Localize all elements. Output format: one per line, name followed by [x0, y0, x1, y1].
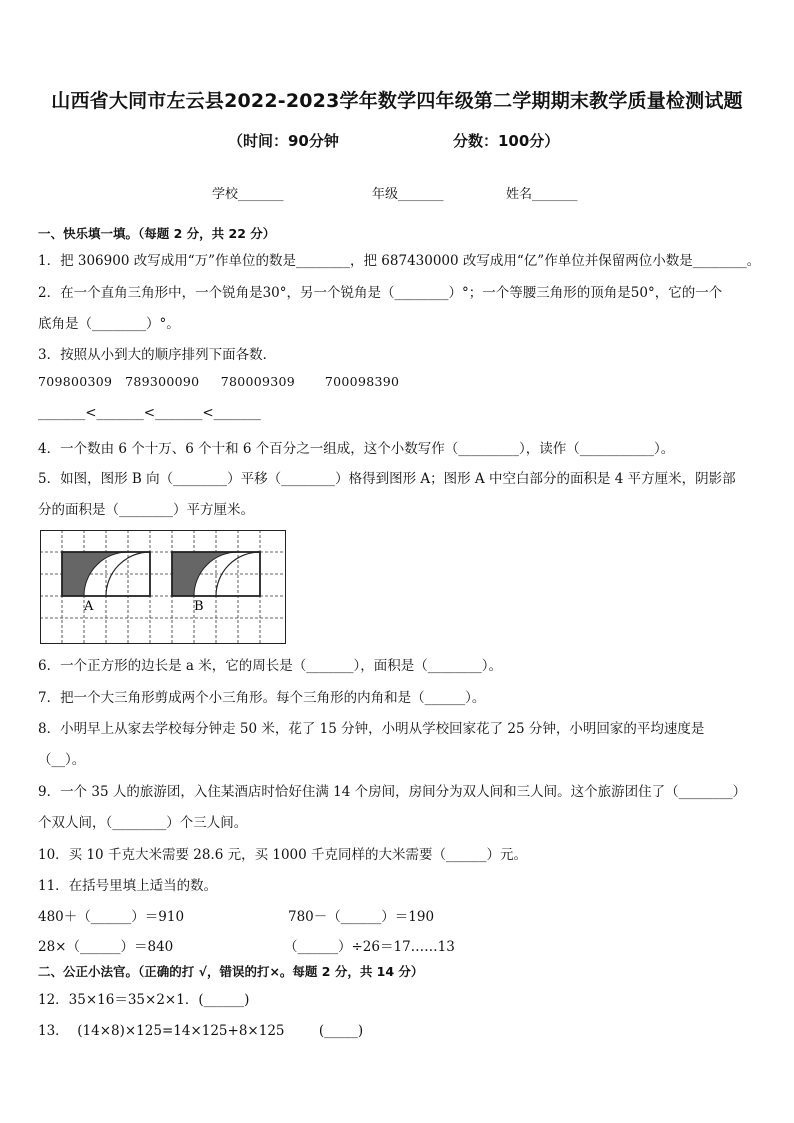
- question-9-line-2: 个双人间，（________）个三人间。: [38, 815, 248, 831]
- translation-grid-figure: [40, 530, 286, 644]
- question-1: 1．把 306900 改写成用“万”作单位的数是________，把 687430000 改写成用“亿”作单位并保留两位小数是________。: [38, 253, 761, 269]
- grade-field[interactable]: 年级_______: [372, 187, 444, 202]
- figure-a-label: A: [84, 599, 94, 614]
- question-8-line-2: （__）。: [38, 752, 86, 768]
- question-11-d: （______）÷26＝17……13: [284, 939, 455, 955]
- figure-b-label: B: [194, 599, 204, 614]
- question-3: 3．按照从小到大的顺序排列下面各数．: [38, 347, 277, 363]
- question-11-b: 780－（______）＝190: [288, 909, 435, 925]
- question-11: 11．在括号里填上适当的数。: [38, 878, 218, 894]
- exam-score: 分数：100分）: [453, 132, 560, 150]
- question-11-c: 28×（______）＝840: [38, 939, 174, 955]
- question-5-line-1: 5．如图，图形 B 向（________）平移（________）格得到图形 A；图形 A 中空白部分的面积是 4 平方厘米，阴影部: [38, 471, 736, 487]
- question-3-blanks: _______<_______<_______<_______: [38, 405, 261, 421]
- question-6: 6．一个正方形的边长是 a 米，它的周长是（_______），面积是（________）。: [38, 658, 502, 674]
- exam-time: （时间：90分钟: [228, 132, 339, 150]
- question-11-a: 480＋（______）＝910: [38, 909, 185, 925]
- question-7: 7．把一个大三角形剪成两个小三角形。每个三角形的内角和是（______）。: [38, 690, 486, 706]
- section-2-heading: 二、公正小法官。（正确的打 √，错误的打×。每题 2 分，共 14 分）: [38, 964, 424, 979]
- question-10: 10．买 10 千克大米需要 28.6 元，买 1000 千克同样的大米需要（______）元。: [38, 847, 528, 863]
- question-3-numbers: 709800309 789300090 780009309 700098390: [38, 374, 400, 389]
- question-13: 13． (14×8)×125=14×125+8×125 (_____): [38, 1023, 364, 1039]
- question-5-line-2: 分的面积是（________）平方厘米。: [38, 502, 254, 518]
- question-8-line-1: 8．小明早上从家去学校每分钟走 50 米，花了 15 分钟，小明从学校回家花了 25 分钟，小明回家的平均速度是: [38, 721, 705, 737]
- question-12: 12．35×16＝35×2×1．(______): [38, 992, 250, 1008]
- question-4: 4．一个数由 6 个十万、6 个十和 6 个百分之一组成，这个小数写作（_________），读作（___________）。: [38, 441, 675, 457]
- question-2-line-2: 底角是（________）°。: [38, 316, 180, 332]
- name-field[interactable]: 姓名_______: [506, 187, 578, 202]
- school-field[interactable]: 学校_______: [212, 187, 284, 202]
- page-title: 山西省大同市左云县2022-2023学年数学四年级第二学期期末教学质量检测试题: [51, 90, 743, 112]
- question-9-line-1: 9．一个 35 人的旅游团，入住某酒店时恰好住满 14 个房间，房间分为双人间和三人间。这个旅游团住了（________）: [38, 784, 747, 800]
- question-2-line-1: 2．在一个直角三角形中，一个锐角是30°，另一个锐角是（________）°；一个等腰三角形的顶角是50°，它的一个: [38, 285, 723, 301]
- section-1-heading: 一、快乐填一填。（每题 2 分，共 22 分）: [38, 226, 276, 241]
